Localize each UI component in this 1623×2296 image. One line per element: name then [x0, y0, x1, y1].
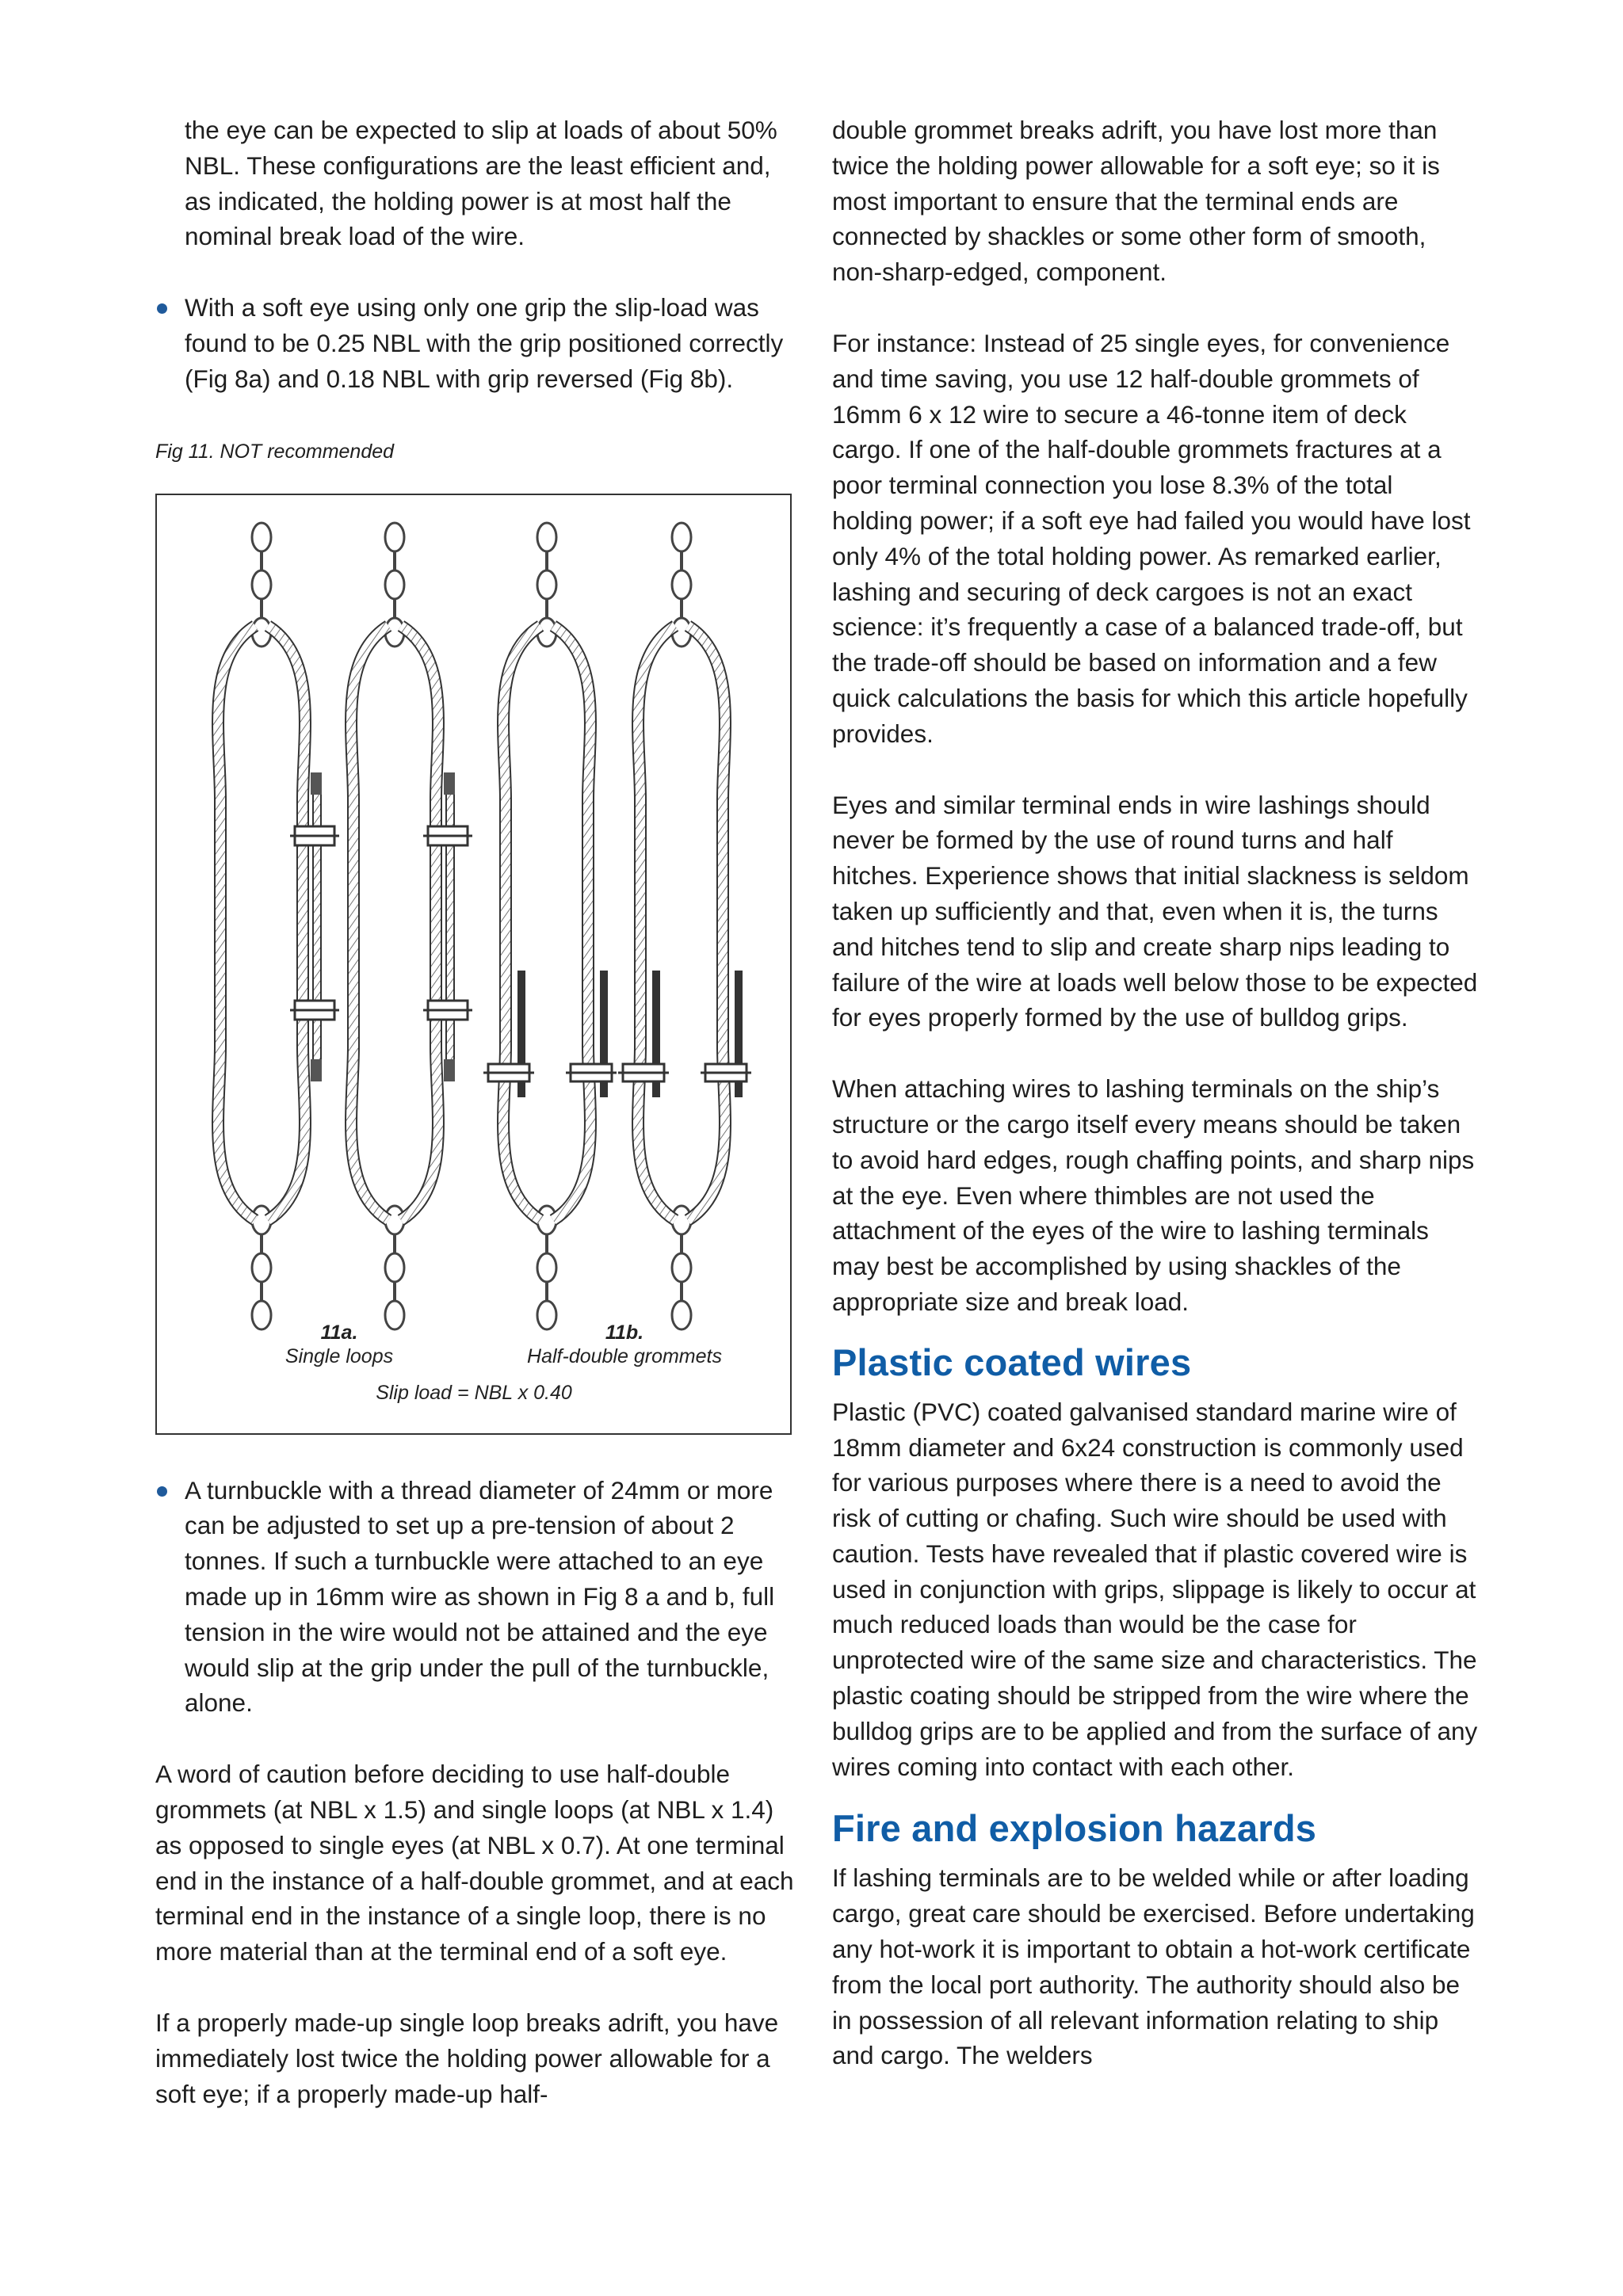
right-column — [832, 113, 1478, 2073]
wire-rope-strands — [503, 626, 590, 1220]
chain-link-icon — [385, 570, 404, 599]
paragraph: For instance: Instead of 25 single eyes, for convenience and time saving, you use 12 half-double grommets of 16mm 6 x 12 wire to secure a 46-tonne item of deck cargo. If one of the half-double grommets fractures at a poor terminal connection you lose 8.3% of the total holding power; if a soft eye had failed you would have lost only 4% of the total holding power. As remarked earlier, lashing and securing of deck cargoes is not an exact science: it’s frequently a case of a balanced trade-off, but the trade-off should be based on information and a few quick calculations the basis for which this article hopefully provides. — [832, 328, 1471, 748]
paragraph: If a properly made-up single loop breaks adrift, you have immediately lost twice the holding power allowable for a soft eye; if a properly made-up half- — [155, 2008, 779, 2108]
label-11a — [252, 1321, 426, 1368]
chain-link-icon — [537, 1253, 556, 1282]
wire-loops — [218, 523, 751, 1329]
label-11a-text: Single loops — [285, 1344, 394, 1367]
chain-link-icon — [393, 1235, 396, 1253]
chain-link-icon — [252, 523, 271, 551]
bullet-dot-icon — [157, 303, 167, 314]
bullet-dot-icon — [157, 1486, 167, 1497]
chain-link-icon — [672, 1253, 691, 1282]
bullet-item — [155, 290, 801, 396]
chain-link-icon — [393, 552, 396, 570]
figure-11 — [155, 494, 792, 1435]
chain-link-icon — [385, 1253, 404, 1282]
chain-link-icon — [393, 600, 396, 617]
chain-link-icon — [537, 570, 556, 599]
chain-link-icon — [680, 1283, 683, 1300]
label-11a-number: 11a. — [320, 1321, 358, 1344]
wire-end-icon — [311, 772, 322, 795]
paragraph: If lashing terminals are to be welded while or after loading cargo, great care should be exercised. Before undertaking any hot-work it is important to obtain a hot-work certificate from the local port authority. The authority should also be in possession of all relevant information relating to ship and cargo. The welders — [832, 1863, 1475, 2070]
chain-link-icon — [672, 570, 691, 599]
chain-link-icon — [260, 1283, 263, 1300]
wire-end-icon — [311, 1059, 322, 1081]
chain-link-icon — [545, 1235, 548, 1253]
chain-link-icon — [385, 523, 404, 551]
chain-link-icon — [260, 600, 263, 617]
lashing-diagram — [157, 495, 793, 1436]
bullet-text: With a soft eye using only one grip the slip-load was found to be 0.25 NBL with the grip positioned correctly (Fig 8a) and 0.18 NBL with grip reversed (Fig 8b). — [185, 293, 784, 393]
wire-rope — [218, 626, 305, 1220]
wire-rope — [638, 626, 725, 1220]
paragraph: Plastic (PVC) coated galvanised standard marine wire of 18mm diameter and 6x24 construction is commonly used for various purposes where there is a need to avoid the risk of cutting or chafing. Such wire should be used with caution. Tests have revealed that if plastic covered wire is used in conjunction with grips, slippage is likely to occur at much reduced loads than would be the case for unprotected wire of the same size and characteristics. The plastic coating should be stripped from the wire where the bulldog grips are to be applied and from the surface of any wires coming into contact with each other. — [832, 1397, 1478, 1781]
bullet-item — [155, 1473, 801, 1722]
section-heading-plastic-coated-wires: Plastic coated wires — [832, 1341, 1192, 1383]
chain-link-icon — [545, 1283, 548, 1300]
paragraph: the eye can be expected to slip at loads of about 50% NBL. These configurations are the least efficient and, as indicated, the holding power is at most half the nominal break load of the wire. — [185, 116, 777, 251]
chain-link-icon — [537, 523, 556, 551]
bullet-text: A turnbuckle with a thread diameter of 24mm or more can be adjusted to set up a pre-tension of about 2 tonnes. If such a turnbuckle were attached to an eye made up in 16mm wire as shown in Fig 8 a and b, full tension in the wire would not be attained and the eye would slip at the grip under the pull of the turnbuckle, alone. — [185, 1475, 775, 1718]
label-11b-text: Half-double grommets — [527, 1344, 722, 1367]
wire-rope-strands — [351, 626, 438, 1220]
chain-link-icon — [252, 570, 271, 599]
wire-rope-strands — [218, 626, 305, 1220]
chain-link-icon — [672, 523, 691, 551]
paragraph: double grommet breaks adrift, you have lost more than twice the holding power allowable for a soft eye; so it is most important to ensure that the terminal ends are connected by shackles or some other form of smooth, non-sharp-edged, component. — [832, 116, 1440, 287]
section-heading-fire-and-explosion-hazards: Fire and explosion hazards — [832, 1807, 1317, 1850]
chain-link-icon — [545, 600, 548, 617]
wire-end-icon — [444, 1059, 455, 1081]
chain-link-icon — [680, 552, 683, 570]
chain-link-icon — [393, 1283, 396, 1300]
chain-link-icon — [260, 552, 263, 570]
wire-end-icon — [444, 772, 455, 795]
paragraph: Eyes and similar terminal ends in wire lashings should never be formed by the use of round turns and half hitches. Experience shows that initial slackness is seldom taken up sufficiently and that, even when it is, the turns and hitches tend to slip and create sharp nips leading to failure of the wire at loads well below those to be expected for eyes properly formed by the use of bulldog grips. — [832, 790, 1478, 1032]
chain-link-icon — [252, 1253, 271, 1282]
wire-rope-strands — [638, 626, 725, 1220]
left-column — [155, 113, 801, 2111]
chain-link-icon — [680, 600, 683, 617]
wire-rope — [351, 626, 438, 1220]
chain-link-icon — [545, 552, 548, 570]
figure-caption: Fig 11. NOT recommended — [155, 440, 395, 463]
chain-link-icon — [680, 1235, 683, 1253]
label-11b — [506, 1321, 743, 1368]
label-11b-number: 11b. — [605, 1321, 644, 1344]
wire-rope — [503, 626, 590, 1220]
paragraph: A word of caution before deciding to use half-double grommets (at NBL x 1.5) and single loops (at NBL x 1.4) as opposed to single eyes (at NBL x 0.7). At one terminal end in the instance of a half-double grommet, and at each terminal end in the instance of a single loop, there is no more material than at the terminal end of a soft eye. — [155, 1760, 794, 1966]
paragraph: When attaching wires to lashing terminals on the ship’s structure or the cargo itself every means should be taken to avoid hard edges, rough chaffing points, and sharp nips at the eye. Even where thimbles are not used the attachment of the eyes of the wire to lashing terminals may best be accomplished by using shackles of the appropriate size and break load. — [832, 1074, 1475, 1316]
slip-load-label: Slip load = NBL x 0.40 — [376, 1381, 572, 1404]
chain-link-icon — [260, 1235, 263, 1253]
